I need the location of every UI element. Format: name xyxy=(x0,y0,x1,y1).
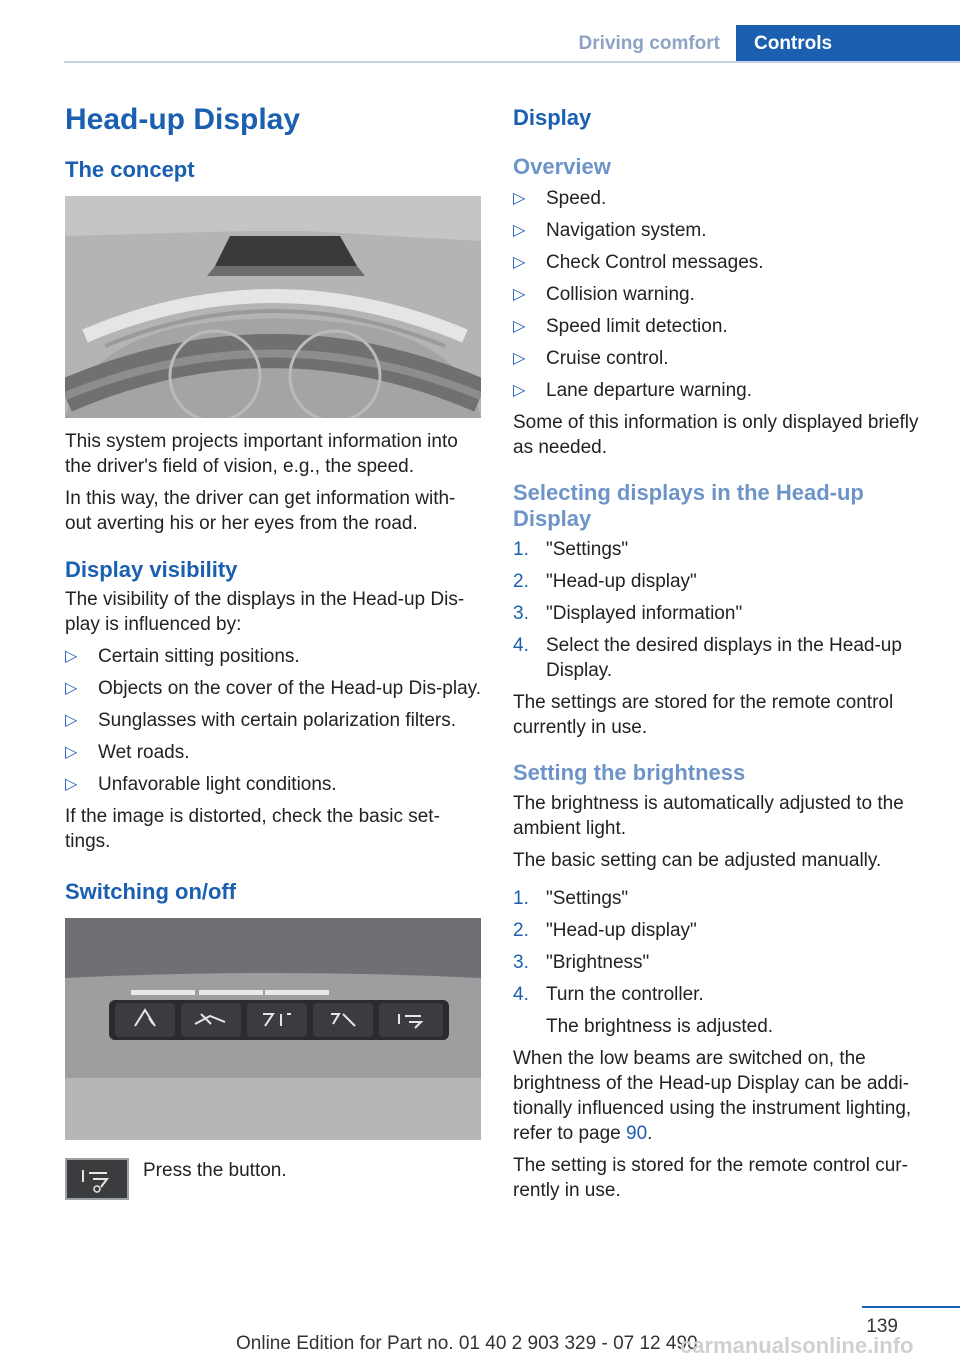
concept-paragraph-1: This system projects important information into the driver's field of vision, e.g., the speed. xyxy=(65,431,458,477)
right-column xyxy=(513,104,933,1210)
brightness-paragraph-2: The basic setting can be adjusted manually. xyxy=(513,850,882,871)
list-item: 2. "Head-up display" xyxy=(513,920,697,941)
cockpit-figure xyxy=(65,196,481,418)
display-heading: Display xyxy=(513,105,592,130)
lowbeam-paragraph: When the low beams are switched on, the brightness of the Head-up Display can be addi-tionally influenced using the instrument lighting, refer to page 90. xyxy=(513,1048,912,1144)
list-item: 1. "Settings" xyxy=(513,888,629,909)
triangle-bullet-icon: ▷ xyxy=(65,648,78,665)
header-tab-controls[interactable]: Controls xyxy=(736,25,960,62)
list-item: 4. Turn the controller. xyxy=(513,984,704,1005)
list-item: ▷ Certain sitting positions. xyxy=(65,646,300,667)
list-item: ▷ Speed. xyxy=(513,188,607,209)
list-item: ▷ Navigation system. xyxy=(513,220,707,241)
list-item: ▷ Check Control messages. xyxy=(513,252,764,273)
list-item: ▷ Collision warning. xyxy=(513,284,695,305)
list-item: ▷ Cruise control. xyxy=(513,348,669,369)
triangle-bullet-icon: ▷ xyxy=(65,744,78,761)
list-item: 3. "Brightness" xyxy=(513,952,650,973)
triangle-bullet-icon: ▷ xyxy=(513,190,526,207)
cockpit-illustration xyxy=(65,196,481,418)
triangle-bullet-icon: ▷ xyxy=(513,382,526,399)
press-text: Press the button. xyxy=(143,1160,287,1181)
watermark-text: carmanualsonline.info xyxy=(680,1333,914,1358)
overview-list xyxy=(513,186,933,403)
list-item: ▷ Objects on the cover of the Head-up Dis-play. xyxy=(65,678,482,699)
stored-note: The setting is stored for the remote control cur-rently in use. xyxy=(513,1155,908,1201)
brightness-result: The brightness is adjusted. xyxy=(546,1016,774,1037)
list-item: 1. "Settings" xyxy=(513,539,629,560)
visibility-intro: The visibility of the displays in the Head-up Dis-play is influenced by: xyxy=(65,589,465,635)
button-panel-figure xyxy=(65,918,481,1140)
list-item: ▷ Lane departure warning. xyxy=(513,380,752,401)
header-rule xyxy=(64,61,960,63)
triangle-bullet-icon: ▷ xyxy=(65,680,78,697)
triangle-bullet-icon: ▷ xyxy=(65,776,78,793)
brightness-heading: Setting the brightness xyxy=(513,760,746,785)
triangle-bullet-icon: ▷ xyxy=(513,254,526,271)
brightness-steps xyxy=(513,886,933,1007)
press-instruction xyxy=(65,1158,481,1200)
visibility-heading: Display visibility xyxy=(65,557,238,582)
triangle-bullet-icon: ▷ xyxy=(513,318,526,335)
footer-rule xyxy=(862,1306,960,1308)
brightness-paragraph-1: The brightness is automatically adjusted to the ambient light. xyxy=(513,793,904,839)
switching-heading: Switching on/off xyxy=(65,879,237,904)
list-item: 2. "Head-up display" xyxy=(513,571,697,592)
page-reference-link[interactable]: 90 xyxy=(626,1123,648,1144)
triangle-bullet-icon: ▷ xyxy=(513,222,526,239)
selecting-steps xyxy=(513,537,933,683)
left-column xyxy=(65,100,481,1200)
page-title: Head-up Display xyxy=(65,103,301,136)
visibility-note: If the image is distorted, check the basic set-tings. xyxy=(65,806,440,852)
headup-button-icon xyxy=(65,1158,129,1200)
edition-text: Online Edition for Part no. 01 40 2 903 329 - 07 12 490 xyxy=(236,1333,698,1354)
selecting-heading: Selecting displays in the Head-up Display xyxy=(513,480,864,531)
list-item: ▷ Speed limit detection. xyxy=(513,316,728,337)
selecting-note: The settings are stored for the remote control currently in use. xyxy=(513,692,894,738)
button-panel-illustration xyxy=(65,918,481,1140)
list-item: ▷ Unfavorable light conditions. xyxy=(65,774,337,795)
triangle-bullet-icon: ▷ xyxy=(513,286,526,303)
list-item: 4. Select the desired displays in the Head-up Display. xyxy=(513,635,902,681)
list-item: ▷ Wet roads. xyxy=(65,742,190,763)
header-section-label: Driving comfort xyxy=(578,33,720,54)
page-number: 139 xyxy=(866,1316,898,1337)
overview-note: Some of this information is only displayed briefly as needed. xyxy=(513,412,919,458)
triangle-bullet-icon: ▷ xyxy=(65,712,78,729)
visibility-list xyxy=(65,644,481,797)
triangle-bullet-icon: ▷ xyxy=(513,350,526,367)
overview-heading: Overview xyxy=(513,154,611,179)
list-item: 3. "Displayed information" xyxy=(513,603,743,624)
concept-heading: The concept xyxy=(65,157,195,182)
list-item: ▷ Sunglasses with certain polarization filters. xyxy=(65,710,457,731)
concept-paragraph-2: In this way, the driver can get information with-out averting his or her eyes from the road. xyxy=(65,488,456,534)
